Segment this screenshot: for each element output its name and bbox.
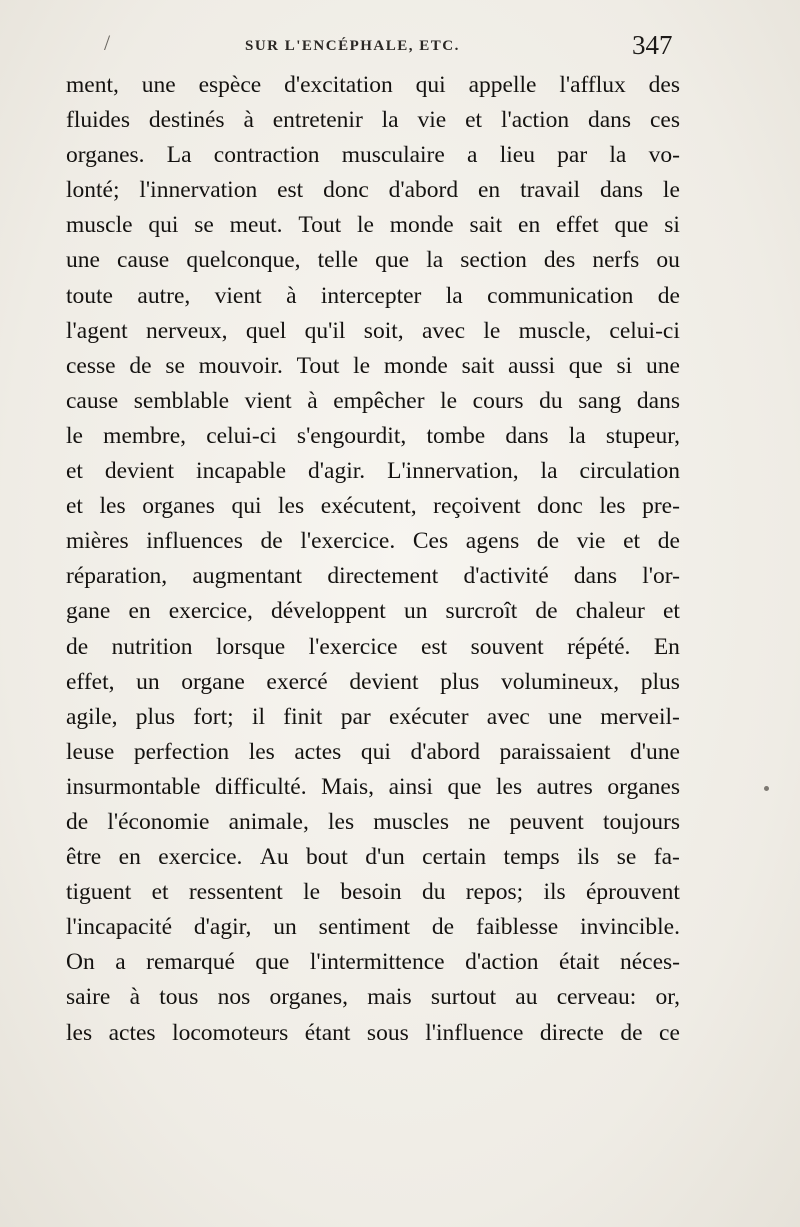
text-line: cause semblable vient à empêcher le cours du sang dans — [66, 387, 680, 414]
text-line: effet, un organe exercé devient plus volumineux, plus — [66, 668, 680, 695]
ink-spot — [764, 786, 769, 791]
text-line: gane en exercice, développent un surcroît de chaleur et — [66, 598, 680, 625]
text-line: fluides destinés à entretenir la vie et l'action dans ces — [66, 107, 680, 134]
text-line: On a remarqué que l'intermittence d'action était néces- — [66, 949, 680, 976]
text-line: de nutrition lorsque l'exercice est souvent répété. En — [66, 633, 680, 660]
text-line: une cause quelconque, telle que la section des nerfs ou — [66, 247, 680, 274]
text-line: organes. La contraction musculaire a lieu par la vo- — [66, 142, 680, 169]
text-line: le membre, celui-ci s'engourdit, tombe dans la stupeur, — [66, 422, 680, 449]
text-line: lonté; l'innervation est donc d'abord en travail dans le — [66, 177, 680, 204]
text-line: l'incapacité d'agir, un sentiment de faiblesse invincible. — [66, 914, 680, 941]
text-line: mières influences de l'exercice. Ces agens de vie et de — [66, 528, 680, 555]
running-head — [0, 30, 800, 60]
text-line: et les organes qui les exécutent, reçoivent donc les pre- — [66, 493, 680, 520]
text-line: être en exercice. Au bout d'un certain temps ils se fa- — [66, 844, 680, 871]
text-line: de l'économie animale, les muscles ne peuvent toujours — [66, 808, 680, 835]
text-line: tiguent et ressentent le besoin du repos; ils éprouvent — [66, 879, 680, 906]
text-line: les actes locomoteurs étant sous l'influence directe de ce — [66, 1019, 680, 1046]
text-line: muscle qui se meut. Tout le monde sait en effet que si — [66, 212, 680, 239]
text-line: saire à tous nos organes, mais surtout au cerveau: or, — [66, 984, 680, 1011]
margin-mark: / — [104, 30, 111, 55]
text-line: réparation, augmentant directement d'activité dans l'or- — [66, 563, 680, 590]
text-line: ment, une espèce d'excitation qui appelle l'afflux des — [66, 72, 680, 98]
text-line: l'agent nerveux, quel qu'il soit, avec le muscle, celui-ci — [66, 317, 680, 344]
text-line: cesse de se mouvoir. Tout le monde sait aussi que si une — [66, 352, 680, 379]
running-head-title: SUR L'ENCÉPHALE, ETC. — [245, 38, 460, 54]
text-line: toute autre, vient à intercepter la communication de — [66, 282, 680, 309]
text-line: agile, plus fort; il finit par exécuter avec une merveil- — [66, 703, 680, 730]
body-text — [66, 68, 680, 1051]
text-line: insurmontable difficulté. Mais, ainsi que les autres organes — [66, 773, 680, 800]
text-line: et devient incapable d'agir. L'innervation, la circulation — [66, 458, 680, 485]
page-number: 347 — [632, 30, 673, 60]
text-line: leuse perfection les actes qui d'abord paraissaient d'une — [66, 738, 680, 765]
